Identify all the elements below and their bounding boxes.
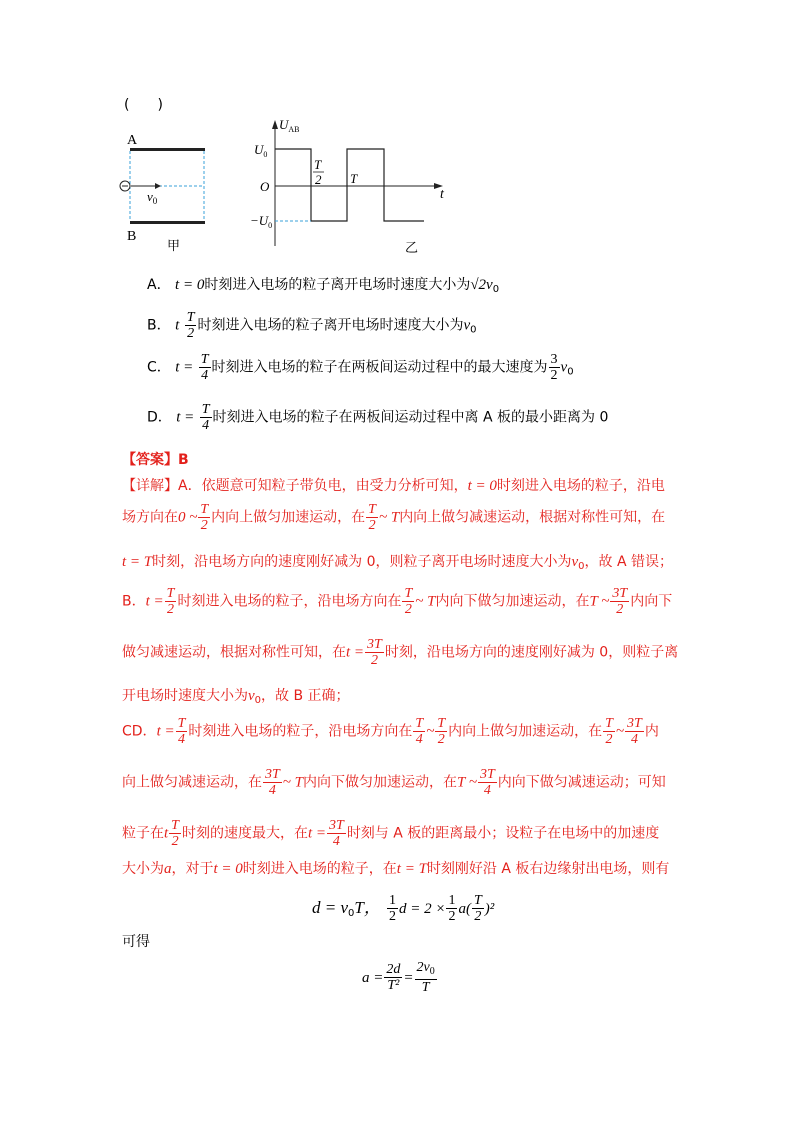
option-text: 时刻进入电场的粒子在两板间运动过程中离 A 板的最小距离为 0	[212, 409, 609, 426]
option-b: B． t $\frac{T}{2}$ 时刻进入电场的粒子离开电场时速度大小为$v_0$	[147, 310, 477, 341]
fraction: $\frac{T}{4}$	[201, 402, 210, 433]
kede-label: 可得	[122, 934, 150, 950]
fraction: $\frac{3}{2}$	[550, 352, 558, 383]
half-t-den: 2	[315, 172, 322, 187]
explain-line-5: 做匀减速运动，根据对称性可知，在t = $\frac{3T}{2}$ 时刻，沿电场方向的速度刚好减为 0，则粒子离	[122, 637, 679, 668]
explain-line-3: t = T时刻，沿电场方向的速度刚好减为 0，则粒子离开电场时速度大小为$v_0$，故 A 错误；	[122, 554, 674, 572]
option-a: A． t = 0时刻进入电场的粒子离开电场时速度大小为$√2v_0$	[147, 277, 500, 295]
explain-line-9: 粒子在t $\frac{T}{2}$ 时刻的速度最大，在t = $\frac{3T}{4}$ 时刻与 A 板的距离最小；设粒子在电场中的加速度	[122, 818, 660, 849]
explain-line-6: 开电场时速度大小为$v_0$，故 B 正确；	[122, 688, 350, 706]
answer-bracket: ( )	[124, 97, 163, 113]
explain-line-2: 场方向在0 ~ $\frac{T}{2}$ 内向上做匀加速运动，在 $\frac{T}{2}$ ~ T内向上做匀减速运动，根据对称性可知，在	[122, 502, 666, 533]
t-axis-label: t	[440, 187, 444, 202]
neg-u0-label: $-U_0$	[250, 213, 273, 230]
equation-2: a = $\frac{2d}{\text{T²}}$ = $\frac{2v_0}{T}$	[362, 960, 435, 995]
option-d: D． t = $\frac{T}{4}$ 时刻进入电场的粒子在两板间运动过程中离 A 板的最小距离为 0	[147, 402, 609, 433]
math: t = 0	[175, 277, 205, 293]
half-t-num: T	[314, 157, 322, 172]
option-text: 时刻进入电场的粒子离开电场时速度大小为	[197, 317, 464, 334]
fraction: $\frac{T}{2}$	[186, 310, 195, 341]
caption-yi: 乙	[405, 240, 419, 255]
explain-line-7: CD．t = $\frac{T}{4}$ 时刻进入电场的粒子，沿电场方向在 $\frac{T}{4}$ ~ $\frac{T}{2}$ 内向上做匀加速运动，在 $\frac{T}{2}$ ~ $\frac{3T}{4}$ 内	[122, 716, 659, 747]
equation-1: $d = v_0T$， $\frac{1}{2}$ d = 2 × $\frac{1}{2}$ a( $\frac{T}{2}$ )²	[312, 893, 495, 924]
explain-line-8: 向上做匀减速运动，在 $\frac{3T}{4}$ ~ T内向下做匀加速运动，在T ~ $\frac{3T}{4}$ 内向下做匀减速运动；可知	[122, 767, 666, 798]
plate-b	[130, 221, 205, 224]
option-text: 时刻进入电场的粒子离开电场时速度大小为	[204, 277, 471, 293]
axis-u-label: $U_{AB}$	[279, 117, 300, 134]
u0-label: $U_0$	[254, 142, 268, 159]
origin-label: O	[260, 179, 270, 194]
velocity-label: $v_0$	[147, 189, 158, 206]
plate-a	[130, 148, 205, 151]
fraction: $\frac{T}{4}$	[200, 352, 209, 383]
explain-line-10: 大小为a，对于t = 0时刻进入电场的粒子，在t = T时刻刚好沿 A 板右边缘射出电场，则有	[122, 861, 670, 877]
explain-line-4: B．t = $\frac{T}{2}$ 时刻进入电场的粒子，沿电场方向在 $\frac{T}{2}$ ~ T内向下做匀加速运动，在T ~ $\frac{3T}{2}$ 内向下	[122, 586, 673, 617]
caption-jia: 甲	[167, 238, 181, 253]
explain-line-1: 【详解】A．依题意可知粒子带负电，由受力分析可知，t = 0时刻进入电场的粒子，沿电	[122, 478, 665, 494]
option-letter: A．	[147, 277, 171, 293]
t-label: T	[350, 171, 358, 186]
figure-yi	[250, 115, 450, 260]
option-text: 时刻进入电场的粒子在两板间运动过程中的最大速度为	[211, 359, 548, 376]
figure-jia	[115, 130, 215, 255]
plate-a-label: A	[127, 133, 138, 148]
math: √2v	[470, 277, 493, 293]
answer-label: 【答案】B	[122, 452, 189, 468]
plate-b-label: B	[127, 229, 137, 244]
option-c: C． t = $\frac{T}{4}$ 时刻进入电场的粒子在两板间运动过程中的最大速度为 $\frac{3}{2}$ $v_0$	[147, 352, 574, 383]
